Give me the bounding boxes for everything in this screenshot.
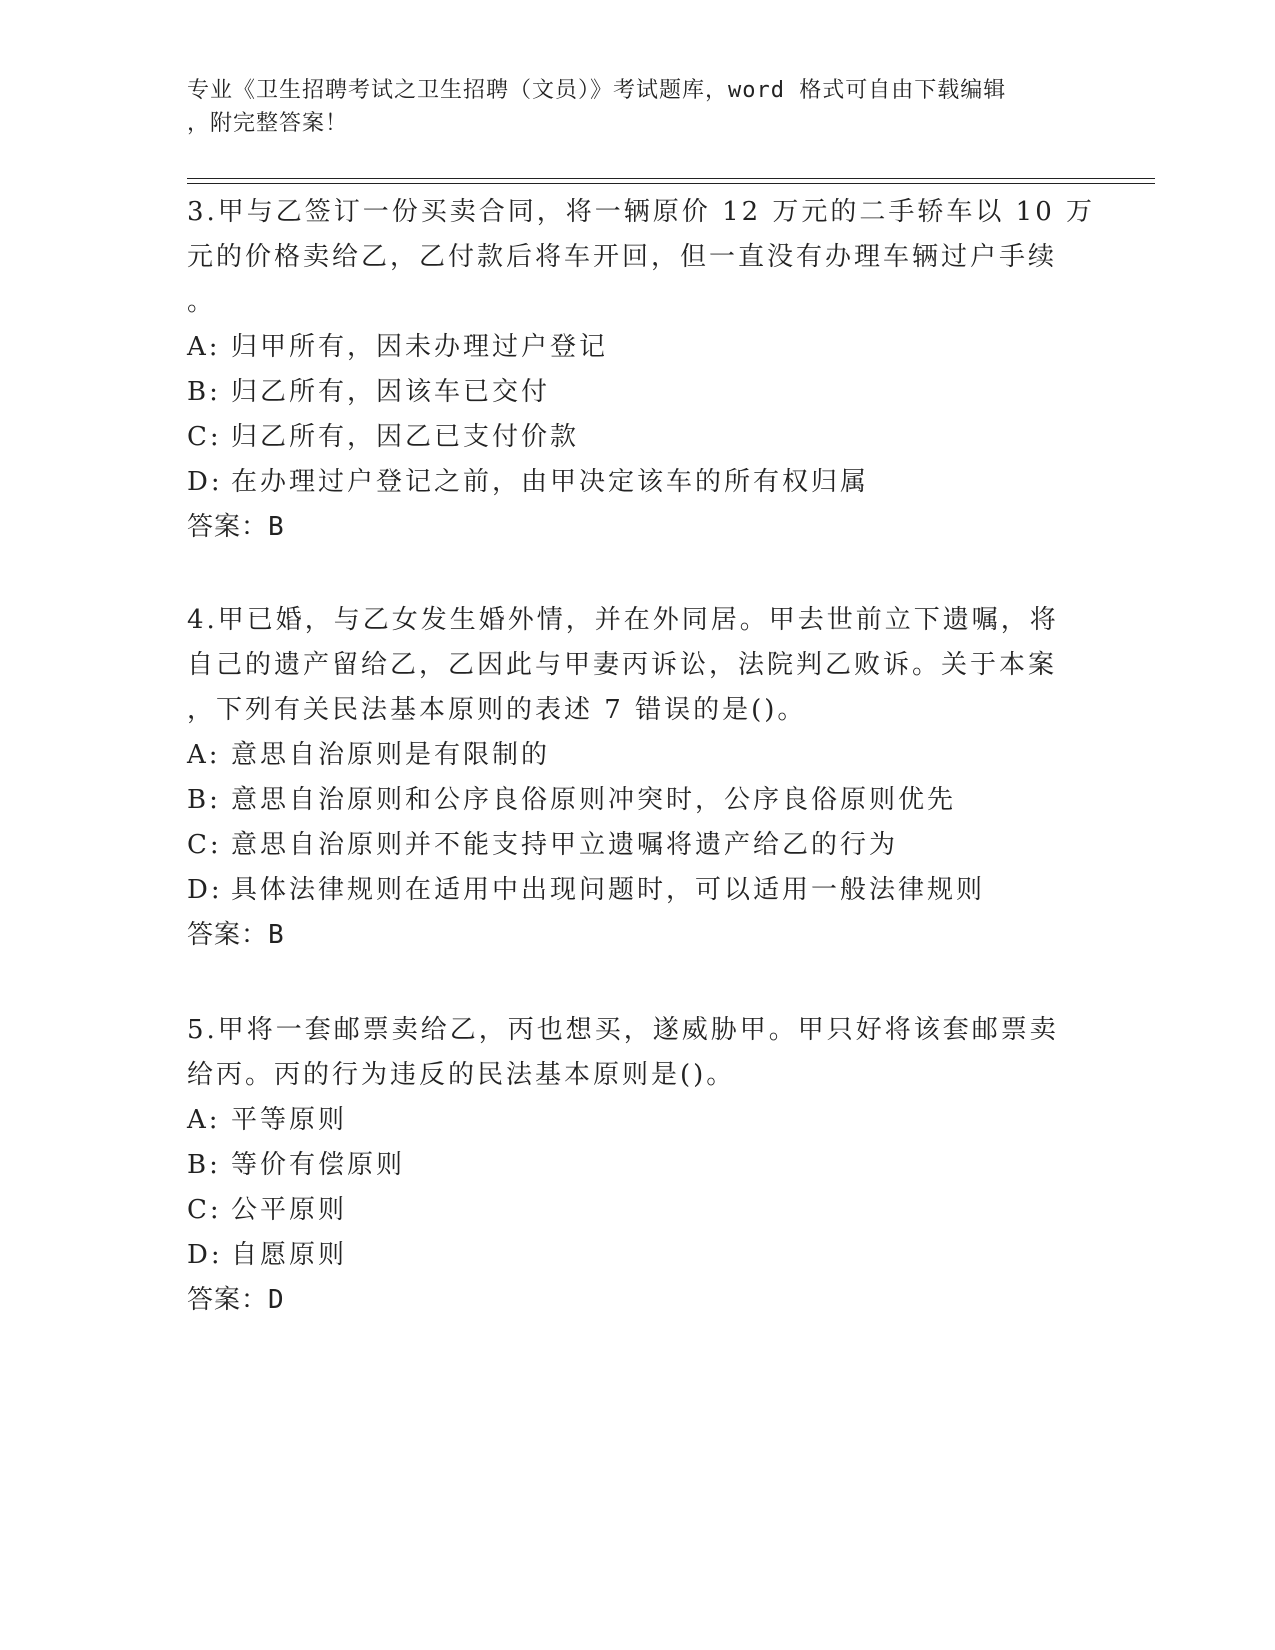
option-text: 归甲所有，因未办理过户登记 (231, 332, 609, 362)
option-a (187, 1098, 1087, 1143)
option-text: 意思自治原则和公序良俗原则冲突时，公序良俗原则优先 (231, 785, 957, 815)
option-text: 在办理过户登记之前，由甲决定该车的所有权归属 (231, 467, 870, 497)
option-letter: B: (187, 785, 221, 815)
option-letter: B: (187, 377, 221, 407)
option-letter: A: (187, 332, 221, 362)
question-text-line: 自己的遗产留给乙，乙因此与甲妻丙诉讼，法院判乙败诉。关于本案 (187, 650, 1058, 680)
header-divider-top (187, 178, 1155, 179)
question-5 (187, 1008, 1087, 1323)
option-d (187, 460, 1087, 505)
header-divider-bottom (187, 183, 1155, 184)
question-text-line: 3.甲与乙签订一份买卖合同，将一辆原价 12 万元的二手轿车以 10 万 (187, 197, 1096, 227)
header-line-1: 专业《卫生招聘考试之卫生招聘（文员）》考试题库，word 格式可自由下载编辑 (187, 78, 1007, 103)
question-text-line: 5.甲将一套邮票卖给乙，丙也想买，遂威胁甲。甲只好将该套邮票卖 (187, 1015, 1059, 1045)
option-letter: A: (187, 740, 221, 770)
answer-label: 答案：D (187, 1285, 285, 1315)
question-text-line: 4.甲已婚，与乙女发生婚外情，并在外同居。甲去世前立下遗嘱，将 (187, 605, 1059, 635)
option-letter: A: (187, 1105, 221, 1135)
option-c (187, 823, 1087, 868)
option-c (187, 1188, 1087, 1233)
question-4 (187, 598, 1087, 958)
option-b (187, 370, 1087, 415)
option-letter: D: (187, 1240, 223, 1270)
option-a (187, 325, 1087, 370)
option-letter: B: (187, 1150, 221, 1180)
option-text: 意思自治原则并不能支持甲立遗嘱将遗产给乙的行为 (231, 830, 899, 860)
option-text: 自愿原则 (231, 1240, 348, 1270)
option-b (187, 778, 1087, 823)
question-text-line: 元的价格卖给乙，乙付款后将车开回，但一直没有办理车辆过户手续 (187, 242, 1058, 272)
option-text: 归乙所有，因该车已交付 (231, 377, 551, 407)
option-a (187, 733, 1087, 778)
question-text-line: ，下列有关民法基本原则的表述 7 错误的是()。 (187, 695, 807, 725)
option-b (187, 1143, 1087, 1188)
option-text: 平等原则 (231, 1105, 348, 1135)
header-line-2: ，附完整答案！ (187, 111, 349, 136)
option-c (187, 415, 1087, 460)
option-letter: C: (187, 830, 222, 860)
question-text-line: 给丙。丙的行为违反的民法基本原则是()。 (187, 1060, 736, 1090)
option-text: 等价有偿原则 (231, 1150, 406, 1180)
option-letter: D: (187, 467, 223, 497)
document-header (187, 74, 1067, 140)
question-3 (187, 190, 1096, 550)
question-text-line: 。 (187, 287, 217, 317)
answer-label: 答案：B (187, 920, 285, 950)
answer-label: 答案：B (187, 512, 285, 542)
option-text: 意思自治原则是有限制的 (231, 740, 551, 770)
option-letter: C: (187, 1195, 222, 1225)
option-letter: C: (187, 422, 222, 452)
option-d (187, 1233, 1087, 1278)
option-text: 具体法律规则在适用中出现问题时，可以适用一般法律规则 (231, 875, 986, 905)
option-text: 公平原则 (231, 1195, 348, 1225)
option-d (187, 868, 1087, 913)
option-text: 归乙所有，因乙已支付价款 (231, 422, 580, 452)
option-letter: D: (187, 875, 223, 905)
